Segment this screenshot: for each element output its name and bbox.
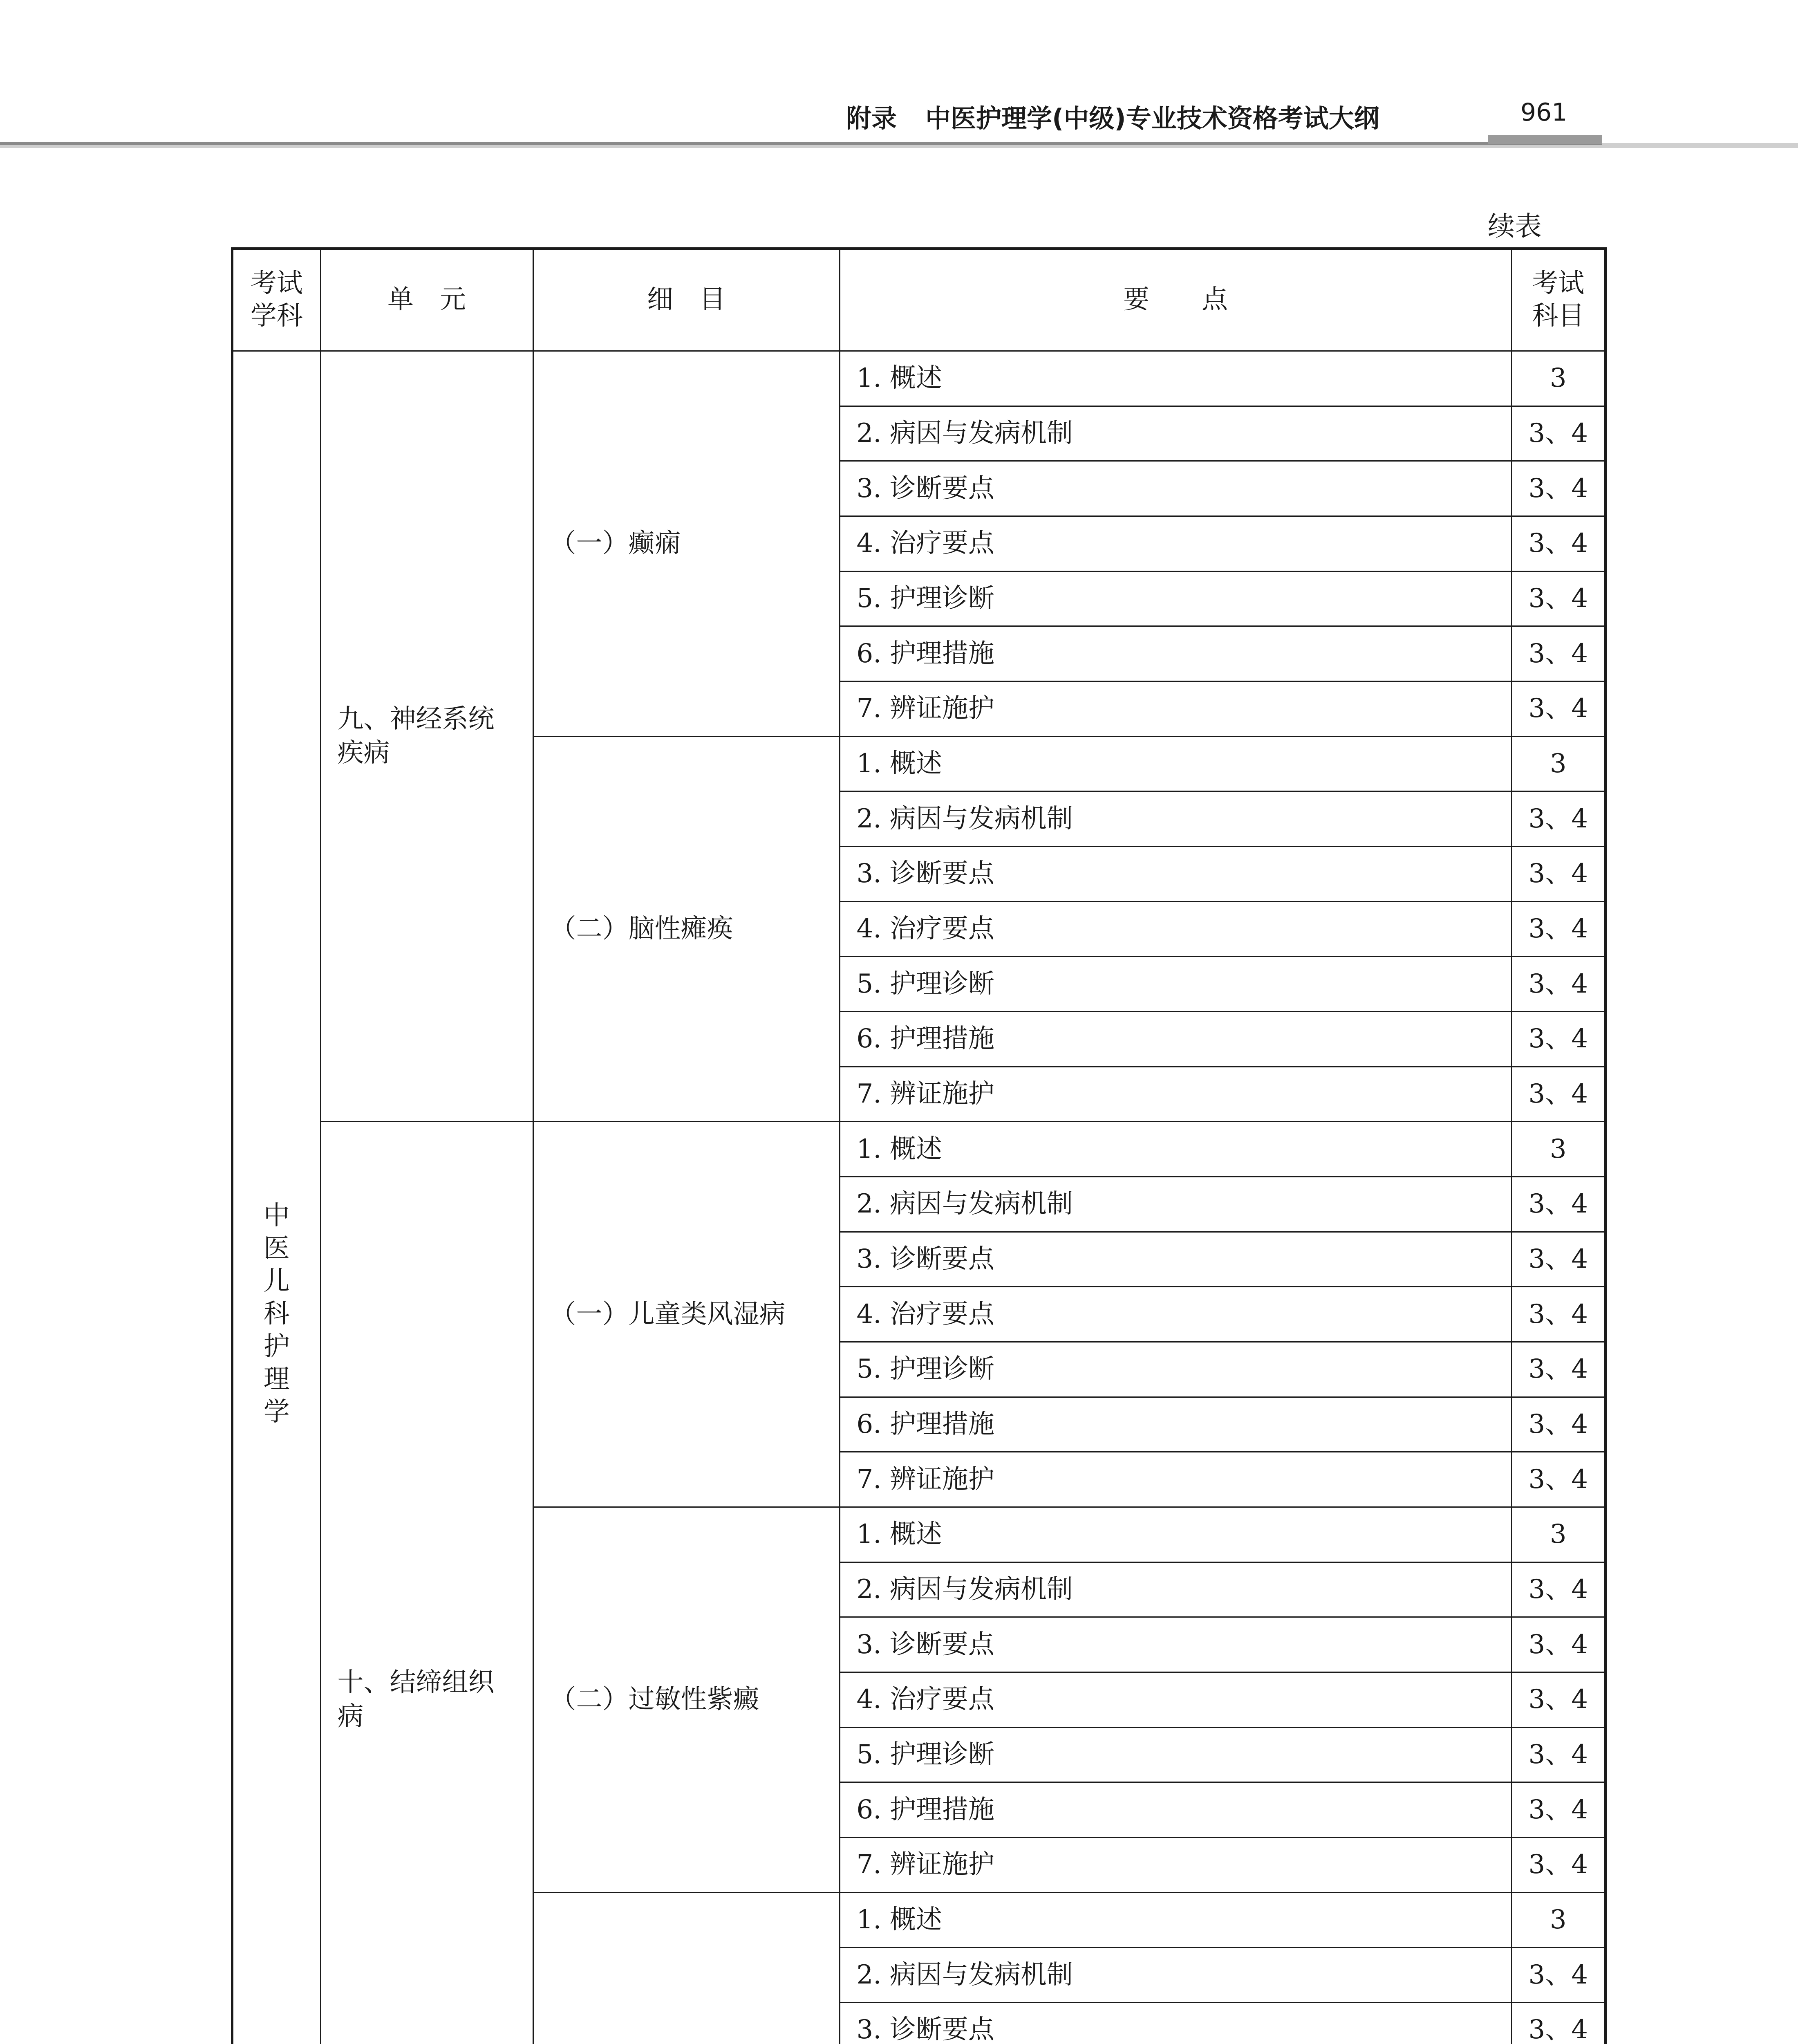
unit-cell: 九、神经系统疾病 <box>320 351 533 1122</box>
table-header-row <box>232 249 1605 351</box>
exam-code-cell: 3、4 <box>1511 1562 1605 1617</box>
subject-cell: 中医儿科护理学 <box>232 351 320 2044</box>
table-row <box>232 351 1605 406</box>
exam-code-cell: 3、4 <box>1511 1838 1605 1893</box>
exam-code-cell: 3、4 <box>1511 571 1605 626</box>
exam-code-cell: 3、4 <box>1511 1177 1605 1232</box>
exam-code-cell: 3、4 <box>1511 1067 1605 1122</box>
exam-code-cell: 3、4 <box>1511 1287 1605 1342</box>
detail-cell: （一）癫痫 <box>533 351 840 737</box>
point-cell: 4. 治疗要点 <box>840 516 1511 572</box>
exam-code-cell: 3、4 <box>1511 1452 1605 1507</box>
column-header-unit: 单 元 <box>320 249 533 351</box>
column-header-point: 要 点 <box>840 249 1511 351</box>
running-header <box>846 98 1379 134</box>
syllabus-table <box>231 247 1607 2044</box>
point-cell: 2. 病因与发病机制 <box>840 791 1511 847</box>
exam-code-cell: 3、4 <box>1511 406 1605 461</box>
header-rule-dark <box>0 142 1602 145</box>
page-number: 961 <box>1520 98 1567 127</box>
header-title: 中医护理学(中级)专业技术资格考试大纲 <box>925 103 1379 133</box>
exam-code-cell: 3、4 <box>1511 791 1605 847</box>
column-header-code: 考试科目 <box>1511 249 1605 351</box>
point-cell: 6. 护理措施 <box>840 1782 1511 1838</box>
point-cell: 3. 诊断要点 <box>840 847 1511 902</box>
point-cell: 4. 治疗要点 <box>840 901 1511 957</box>
header-section: 附录 <box>846 103 897 133</box>
point-cell: 4. 治疗要点 <box>840 1672 1511 1728</box>
exam-code-cell: 3、4 <box>1511 957 1605 1012</box>
exam-code-cell: 3 <box>1511 1892 1605 1948</box>
table-row <box>232 1122 1605 1177</box>
point-cell: 2. 病因与发病机制 <box>840 406 1511 461</box>
point-cell: 1. 概述 <box>840 1507 1511 1562</box>
exam-code-cell: 3、4 <box>1511 1672 1605 1728</box>
exam-code-cell: 3、4 <box>1511 461 1605 516</box>
exam-code-cell: 3、4 <box>1511 1012 1605 1067</box>
column-header-detail: 细 目 <box>533 249 840 351</box>
point-cell: 5. 护理诊断 <box>840 957 1511 1012</box>
detail-cell: （一）儿童类风湿病 <box>533 1122 840 1507</box>
point-cell: 5. 护理诊断 <box>840 1727 1511 1782</box>
point-cell: 2. 病因与发病机制 <box>840 1177 1511 1232</box>
unit-cell: 十、结缔组织病 <box>320 1122 533 2044</box>
detail-cell: （二）脑性瘫痪 <box>533 736 840 1122</box>
exam-code-cell: 3 <box>1511 736 1605 791</box>
point-cell: 5. 护理诊断 <box>840 571 1511 626</box>
exam-code-cell: 3、4 <box>1511 1948 1605 2003</box>
point-cell: 3. 诊断要点 <box>840 1232 1511 1287</box>
point-cell: 1. 概述 <box>840 736 1511 791</box>
exam-code-cell: 3、4 <box>1511 1727 1605 1782</box>
exam-code-cell: 3 <box>1511 1122 1605 1177</box>
exam-code-cell: 3、4 <box>1511 1397 1605 1452</box>
point-cell: 1. 概述 <box>840 351 1511 406</box>
exam-code-cell: 3 <box>1511 351 1605 406</box>
point-cell: 6. 护理措施 <box>840 1397 1511 1452</box>
exam-code-cell: 3、4 <box>1511 1617 1605 1672</box>
continued-label: 续表 <box>1488 211 1542 242</box>
point-cell: 5. 护理诊断 <box>840 1342 1511 1397</box>
point-cell: 7. 辨证施护 <box>840 1452 1511 1507</box>
detail-cell: （二）过敏性紫癜 <box>533 1507 840 1893</box>
exam-code-cell: 3、4 <box>1511 901 1605 957</box>
exam-code-cell: 3、4 <box>1511 1232 1605 1287</box>
point-cell: 4. 治疗要点 <box>840 1287 1511 1342</box>
exam-code-cell: 3、4 <box>1511 1782 1605 1838</box>
exam-code-cell: 3、4 <box>1511 1342 1605 1397</box>
detail-cell <box>533 1892 840 2044</box>
exam-code-cell: 3、4 <box>1511 2003 1605 2044</box>
point-cell: 1. 概述 <box>840 1122 1511 1177</box>
point-cell: 7. 辨证施护 <box>840 681 1511 737</box>
column-header-subject: 考试学科 <box>232 249 320 351</box>
point-cell: 3. 诊断要点 <box>840 461 1511 516</box>
point-cell: 1. 概述 <box>840 1892 1511 1948</box>
exam-code-cell: 3、4 <box>1511 626 1605 681</box>
table-body <box>232 351 1605 2044</box>
point-cell: 2. 病因与发病机制 <box>840 1948 1511 2003</box>
exam-code-cell: 3、4 <box>1511 516 1605 572</box>
point-cell: 3. 诊断要点 <box>840 1617 1511 1672</box>
point-cell: 3. 诊断要点 <box>840 2003 1511 2044</box>
point-cell: 6. 护理措施 <box>840 626 1511 681</box>
point-cell: 7. 辨证施护 <box>840 1838 1511 1893</box>
point-cell: 2. 病因与发病机制 <box>840 1562 1511 1617</box>
point-cell: 7. 辨证施护 <box>840 1067 1511 1122</box>
header-rule-accent <box>1488 135 1602 144</box>
point-cell: 6. 护理措施 <box>840 1012 1511 1067</box>
exam-code-cell: 3、4 <box>1511 681 1605 737</box>
exam-code-cell: 3 <box>1511 1507 1605 1562</box>
exam-code-cell: 3、4 <box>1511 847 1605 902</box>
